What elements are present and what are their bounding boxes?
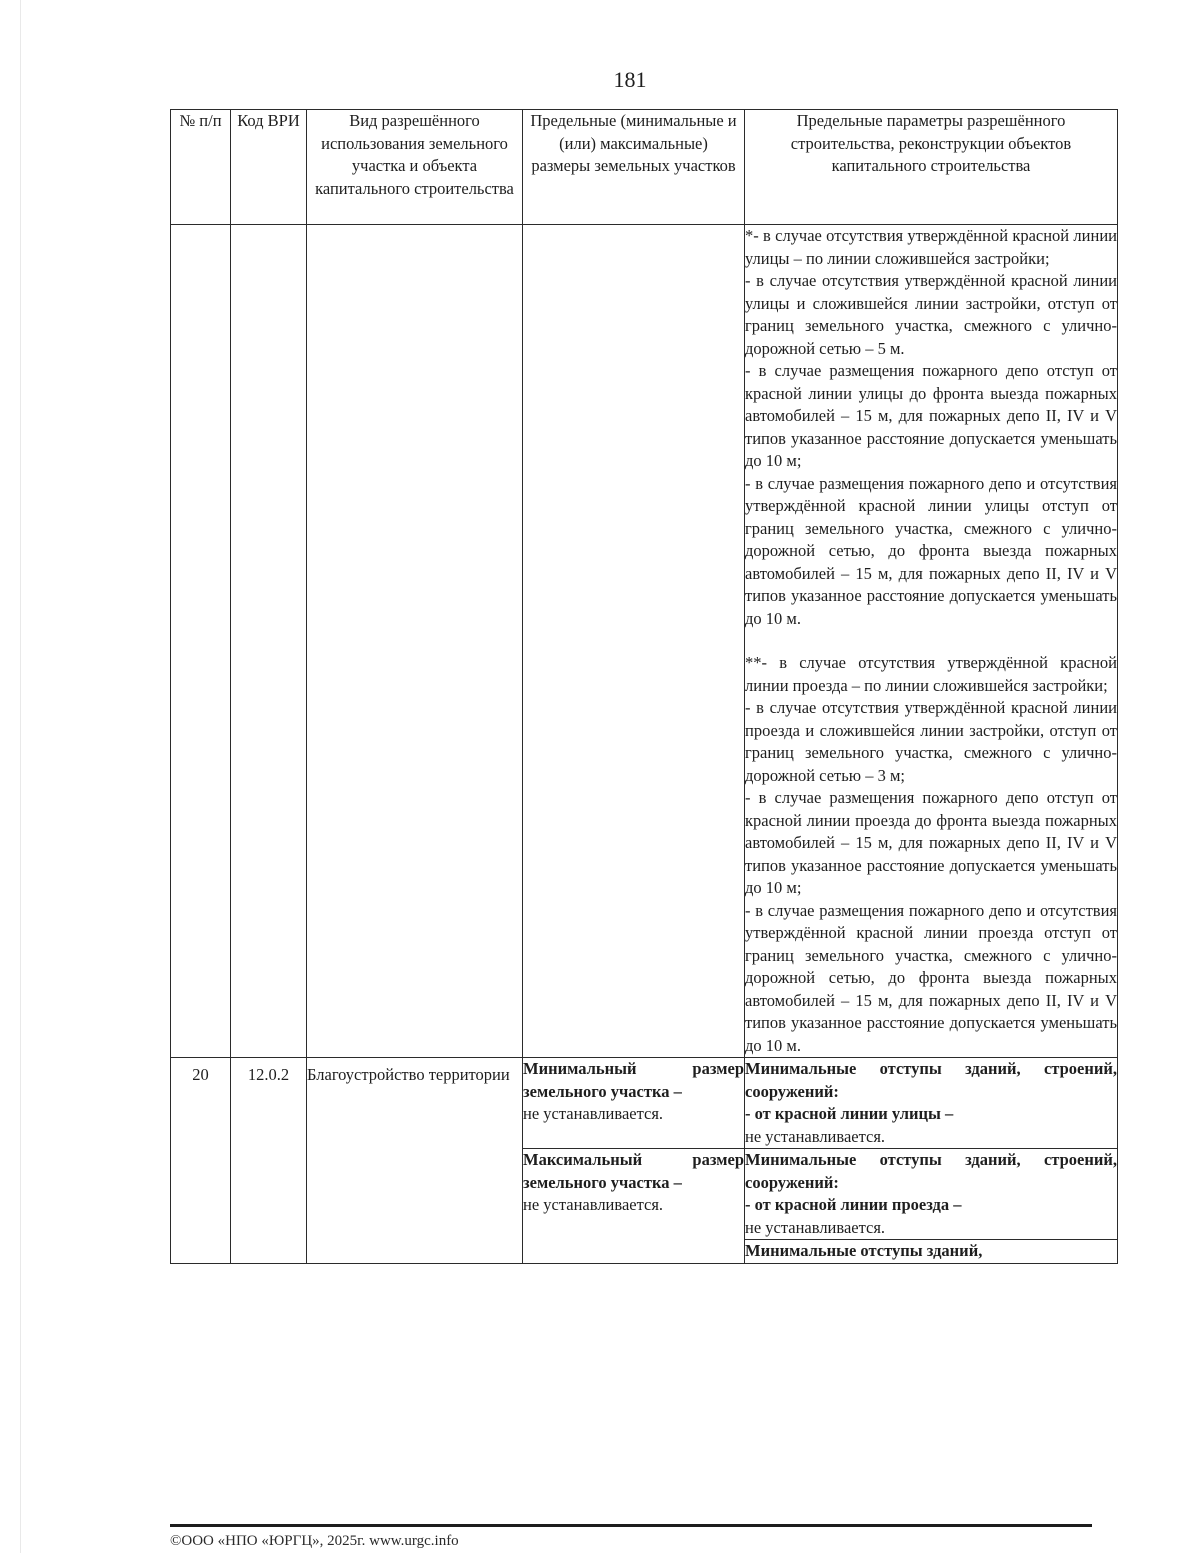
header-use — [307, 110, 523, 225]
page-edge — [20, 0, 21, 1553]
cont-size-cell — [523, 225, 745, 1058]
size-min-value: не устанавливается. — [523, 1104, 664, 1123]
table-row-20 — [171, 1058, 1118, 1149]
zoning-table — [170, 109, 1118, 1264]
cont-num-cell — [171, 225, 231, 1058]
cont-code-cell — [231, 225, 307, 1058]
cont-b1-p1: *- в случае отсутствия утверждённой красной линии улицы – по линии сложившейся застройки; — [745, 226, 1117, 268]
header-size-text: Предельные (минимальные и (или) максимальные) размеры земельных участков — [530, 111, 737, 175]
table-row-continuation — [171, 225, 1118, 1058]
cont-use-cell — [307, 225, 523, 1058]
param1-label: Минимальные отступы зданий, строений, сооружений: — [745, 1059, 1117, 1101]
row20-code: 12.0.2 — [231, 1058, 307, 1264]
row20-size-min — [523, 1058, 745, 1149]
footer-text: ©ООО «НПО «ЮРГЦ», 2025г. www.urgc.info — [170, 1533, 459, 1549]
header-size — [523, 110, 745, 225]
header-params-text: Предельные параметры разрешённого строительства, реконструкции объектов капитального строительства — [790, 111, 1072, 175]
row20-use: Благоустройство территории — [307, 1058, 523, 1264]
cont-params-cell — [745, 225, 1118, 1058]
header-code-text: Код ВРИ — [237, 111, 300, 130]
header-num-text: № п/п — [179, 111, 222, 130]
size-min-label: Минимальный размер земельного участка – — [523, 1059, 744, 1101]
cont-b1-p4: - в случае размещения пожарного депо и отсутствия утверждённой красной линии улицы отступ от границ земельного участка, смежного с улично-дорожной сетью, до фронта выезда пожарных автомобилей – 15 м, для пожарных депо II, IV и V типов указанное расстояние допускается уменьшать до 10 м. — [745, 473, 1117, 628]
cont-b1-p2: - в случае отсутствия утверждённой красной линии улицы и сложившейся линии застройки, отступ от границ земельного участка, смежного с улично-дорожной сетью – 5 м. — [745, 271, 1117, 358]
cont-b2-p4: - в случае размещения пожарного депо и отсутствия утверждённой красной линии проезда отступ от границ земельного участка, смежного с улично-дорожной сетью, до фронта выезда пожарных автомобилей – 15 м, для пожарных депо II, IV и V типов указанное расстояние допускается уменьшать до 10 м. — [745, 900, 1117, 1055]
cont-b2-p2: - в случае отсутствия утверждённой красной линии проезда и сложившейся линии застройки, отступ от границ земельного участка, смежного с улично-дорожной сетью – 3 м; — [745, 698, 1117, 785]
param2-label: Минимальные отступы зданий, строений, сооружений: — [745, 1150, 1117, 1192]
table-header-row — [171, 110, 1118, 225]
cont-b1-p3: - в случае размещения пожарного депо отступ от красной линии улицы до фронта выезда пожарных автомобилей – 15 м, для пожарных депо II, IV и V типов указанное расстояние допускается уменьшать до 10 м; — [745, 361, 1117, 470]
param2-line: - от красной линии проезда – — [745, 1195, 962, 1214]
header-use-text: Вид разрешённого использования земельного участка и объекта капитального строительства — [315, 111, 514, 198]
page-number: 181 — [613, 67, 647, 92]
row20-param-2 — [745, 1149, 1118, 1240]
row20-size-max — [523, 1149, 745, 1264]
row20-num: 20 — [171, 1058, 231, 1264]
size-max-value: не устанавливается. — [523, 1195, 664, 1214]
header-code — [231, 110, 307, 225]
row20-param-1 — [745, 1058, 1118, 1149]
cont-b2-p1: **- в случае отсутствия утверждённой красной линии проезда – по линии сложившейся застройки; — [745, 653, 1117, 695]
param1-value: не устанавливается. — [745, 1126, 886, 1146]
cont-b2-p3: - в случае размещения пожарного депо отступ от красной линии проезда до фронта выезда пожарных автомобилей – 15 м, для пожарных депо II, IV и V типов указанное расстояние допускается уменьшать до 10 м; — [745, 788, 1117, 897]
header-num — [171, 110, 231, 225]
size-max-label: Максимальный размер земельного участка – — [523, 1150, 744, 1192]
footer-rule — [170, 1524, 1092, 1527]
param1-line: - от красной линии улицы – — [745, 1104, 954, 1123]
param3-label: Минимальные отступы зданий, — [745, 1241, 983, 1260]
param2-value: не устанавливается. — [745, 1217, 886, 1237]
row20-param-3 — [745, 1240, 1118, 1264]
header-params — [745, 110, 1118, 225]
